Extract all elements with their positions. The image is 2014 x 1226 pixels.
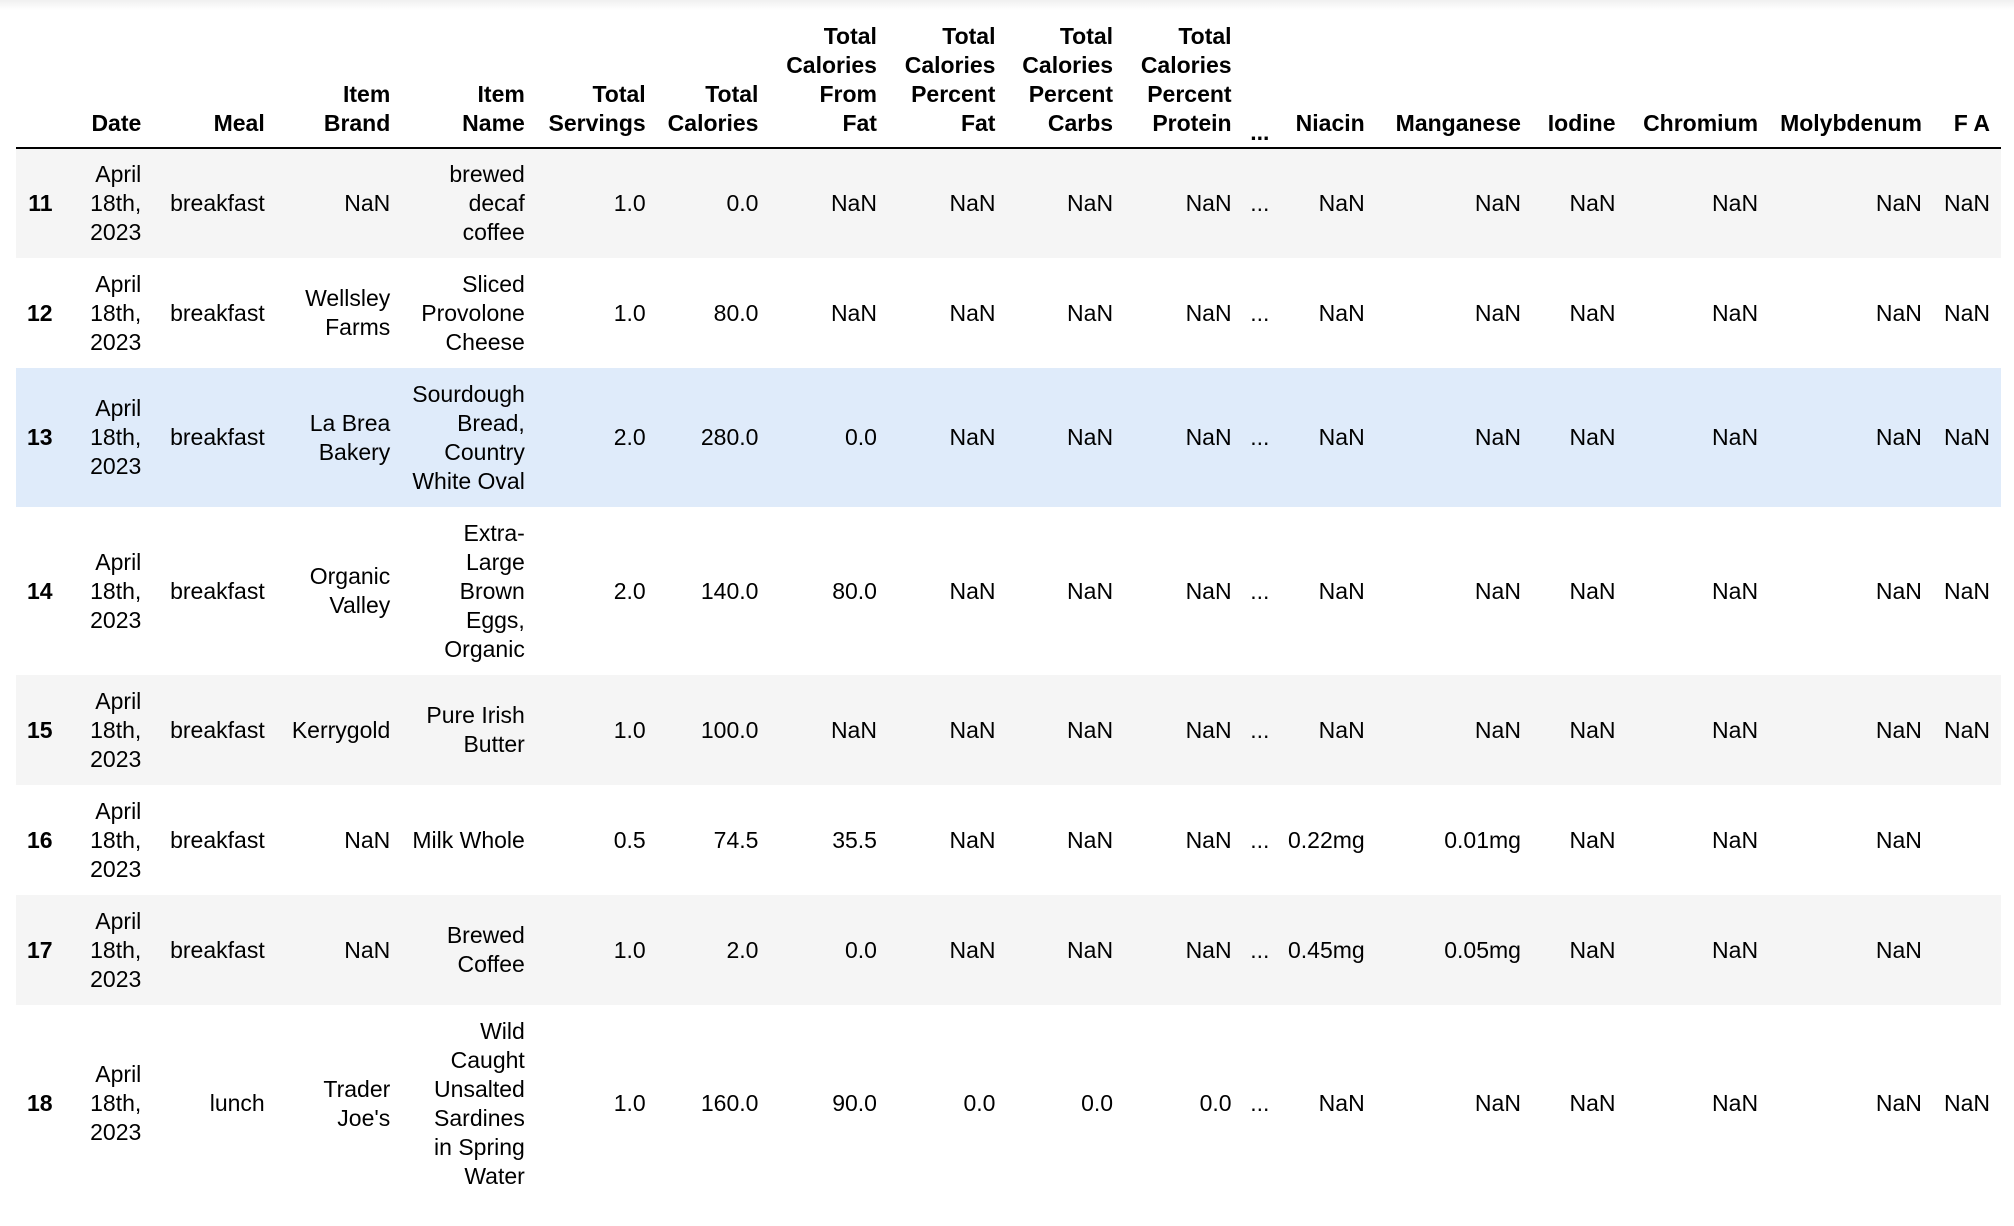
cell-niacin: NaN: [1318, 577, 1365, 604]
cell-chromium: NaN: [1712, 936, 1759, 963]
cell-molybdenum: NaN: [1875, 190, 1922, 216]
cell-ellipsis: ...: [1250, 424, 1270, 450]
cell-calories-from-fat: NaN: [830, 716, 877, 743]
cell-item-name: Extra-Large Brown Eggs, Organic: [444, 519, 525, 662]
cell-chromium: NaN: [1712, 1090, 1759, 1116]
dataframe-scroll-area[interactable]: [16, 0, 2001, 1226]
cell-ellipsis: ...: [1250, 826, 1270, 853]
cell-percent-fat: NaN: [949, 936, 996, 963]
cell-total-calories: 140.0: [700, 577, 759, 604]
cell-manganese: NaN: [1474, 299, 1521, 326]
cell-date: April 18th, 2023: [90, 907, 142, 992]
dataframe-table: [16, 22, 2001, 1202]
cell-niacin: 0.45mg: [1287, 936, 1365, 963]
cell-calories-from-fat: 0.0: [844, 424, 877, 450]
cell-niacin: 0.22mg: [1287, 826, 1365, 853]
cell-percent-protein: NaN: [1185, 424, 1232, 450]
table-row[interactable]: [16, 258, 2001, 368]
cell-item-brand: Wellsley Farms: [305, 285, 391, 340]
table-header: [16, 22, 2001, 148]
cell-meal: breakfast: [170, 716, 265, 743]
cell-manganese: NaN: [1474, 424, 1521, 450]
cell-percent-protein: NaN: [1185, 826, 1232, 853]
cell-calories-from-fat: 80.0: [832, 577, 877, 604]
cell-iodine: NaN: [1569, 577, 1616, 604]
cell-date: April 18th, 2023: [90, 270, 142, 355]
cell-chromium: NaN: [1712, 299, 1759, 326]
cell-item-name: Brewed Coffee: [446, 922, 525, 977]
cell-percent-fat: NaN: [949, 190, 996, 216]
cell-item-brand: NaN: [344, 190, 391, 216]
cell-molybdenum: NaN: [1875, 826, 1922, 853]
cell-ellipsis: ...: [1250, 190, 1270, 216]
cell-date: April 18th, 2023: [90, 161, 142, 245]
column-header-total-servings: Total Servings: [536, 22, 657, 148]
cell-total-calories: 74.5: [713, 826, 759, 853]
cell-truncated: [1933, 785, 2001, 895]
cell-ellipsis: ...: [1250, 577, 1270, 604]
cell-item-name: Pure Irish Butter: [426, 702, 525, 757]
cell-manganese: NaN: [1474, 190, 1521, 216]
cell-niacin: NaN: [1318, 424, 1365, 450]
cell-chromium: NaN: [1712, 190, 1759, 216]
cell-molybdenum: NaN: [1875, 1090, 1922, 1116]
cell-ellipsis: ...: [1250, 1090, 1270, 1116]
column-header-index: [16, 22, 64, 148]
cell-total-servings: 1.0: [613, 936, 646, 963]
cell-truncated: [1933, 895, 2001, 1005]
cell-percent-carbs: NaN: [1067, 424, 1114, 450]
cell-meal: breakfast: [170, 936, 265, 963]
cell-meal: breakfast: [170, 190, 265, 216]
cell-niacin: NaN: [1318, 190, 1365, 216]
column-header-item-name: Item Name: [401, 22, 536, 148]
cell-percent-carbs: NaN: [1067, 826, 1114, 853]
cell-percent-fat: NaN: [949, 299, 996, 326]
table-row[interactable]: [16, 895, 2001, 1005]
cell-item-name: Milk Whole: [412, 826, 525, 853]
cell-chromium: NaN: [1712, 577, 1759, 604]
column-header-item-brand: Item Brand: [276, 22, 402, 148]
column-header-total-calories: Total Calories: [657, 22, 770, 148]
cell-iodine: NaN: [1569, 716, 1616, 743]
row-index: 14: [27, 577, 53, 604]
cell-percent-carbs: NaN: [1067, 936, 1114, 963]
table-row[interactable]: [16, 785, 2001, 895]
cell-truncated: NaN: [1943, 716, 1990, 743]
table-row[interactable]: [16, 368, 2001, 507]
cell-calories-from-fat: NaN: [830, 299, 877, 326]
cell-ellipsis: ...: [1250, 299, 1270, 326]
cell-item-brand: NaN: [344, 936, 391, 963]
column-header-chromium: Chromium: [1627, 22, 1770, 148]
cell-molybdenum: NaN: [1875, 716, 1922, 743]
table-row[interactable]: [16, 507, 2001, 675]
cell-chromium: NaN: [1712, 716, 1759, 743]
cell-item-brand: Kerrygold: [291, 716, 391, 743]
cell-chromium: NaN: [1712, 826, 1759, 853]
cell-meal: lunch: [209, 1090, 265, 1116]
cell-molybdenum: NaN: [1875, 299, 1922, 326]
cell-iodine: NaN: [1569, 826, 1616, 853]
cell-item-name: brewed decaf coffee: [449, 161, 525, 245]
cell-iodine: NaN: [1569, 424, 1616, 450]
cell-iodine: NaN: [1569, 299, 1616, 326]
cell-percent-fat: NaN: [949, 424, 996, 450]
cell-meal: breakfast: [170, 826, 265, 853]
cell-percent-protein: NaN: [1185, 936, 1232, 963]
cell-total-servings: 2.0: [613, 424, 646, 450]
cell-meal: breakfast: [170, 577, 265, 604]
row-index: 18: [27, 1090, 53, 1116]
cell-calories-from-fat: NaN: [830, 190, 877, 216]
cell-percent-carbs: 0.0: [1081, 1090, 1114, 1116]
cell-total-servings: 1.0: [613, 299, 646, 326]
cell-percent-protein: NaN: [1185, 577, 1232, 604]
cell-manganese: NaN: [1474, 1090, 1521, 1116]
cell-total-calories: 0.0: [726, 190, 759, 216]
column-header-meal: Meal: [152, 22, 275, 148]
row-index: 12: [27, 299, 53, 326]
cell-date: April 18th, 2023: [90, 797, 142, 882]
cell-calories-from-fat: 35.5: [832, 826, 877, 853]
cell-total-servings: 1.0: [613, 1090, 646, 1116]
cell-manganese: NaN: [1474, 577, 1521, 604]
cell-percent-protein: NaN: [1185, 299, 1232, 326]
cell-manganese: 0.01mg: [1444, 826, 1521, 853]
column-header-niacin: Niacin: [1277, 22, 1376, 148]
cell-date: April 18th, 2023: [90, 687, 142, 772]
row-index: 16: [27, 826, 53, 853]
cell-percent-carbs: NaN: [1067, 190, 1114, 216]
cell-percent-protein: NaN: [1185, 190, 1232, 216]
row-index: 15: [27, 716, 53, 743]
cell-manganese: NaN: [1474, 716, 1521, 743]
cell-percent-fat: NaN: [949, 826, 996, 853]
cell-total-servings: 1.0: [613, 190, 646, 216]
cell-molybdenum: NaN: [1875, 424, 1922, 450]
cell-calories-from-fat: 90.0: [832, 1090, 877, 1116]
header-row: [16, 22, 2001, 148]
cell-total-servings: 2.0: [613, 577, 646, 604]
row-index: 13: [27, 424, 53, 450]
cell-ellipsis: ...: [1250, 716, 1270, 743]
column-header-percent-carbs: Total Calories Percent Carbs: [1006, 22, 1124, 148]
cell-niacin: NaN: [1318, 1090, 1365, 1116]
column-header-ellipsis: ...: [1243, 22, 1277, 148]
cell-total-servings: 1.0: [613, 716, 646, 743]
cell-iodine: NaN: [1569, 1090, 1616, 1116]
cell-total-calories: 2.0: [726, 936, 759, 963]
cell-percent-fat: 0.0: [963, 1090, 996, 1116]
column-header-truncated: F A: [1933, 22, 2001, 148]
cell-manganese: 0.05mg: [1444, 936, 1521, 963]
row-index: 11: [28, 190, 53, 216]
cell-date: April 18th, 2023: [90, 548, 142, 633]
cell-molybdenum: NaN: [1875, 577, 1922, 604]
column-header-percent-fat: Total Calories Percent Fat: [888, 22, 1007, 148]
cell-total-calories: 160.0: [700, 1090, 759, 1116]
cell-item-brand: Trader Joe's: [323, 1075, 391, 1131]
cell-total-calories: 100.0: [700, 716, 759, 743]
cell-item-name: Sliced Provolone Cheese: [421, 270, 525, 355]
cell-calories-from-fat: 0.0: [844, 936, 877, 963]
column-header-calories-from-fat: Total Calories From Fat: [769, 22, 888, 148]
cell-meal: breakfast: [170, 299, 265, 326]
cell-item-brand: La Brea Bakery: [309, 409, 391, 465]
cell-truncated: NaN: [1943, 577, 1990, 604]
cell-truncated: NaN: [1943, 424, 1990, 450]
cell-item-name: Wild Caught Unsalted Sardines in Spring Water: [434, 1017, 525, 1189]
cell-truncated: NaN: [1943, 190, 1990, 216]
cell-total-servings: 0.5: [613, 826, 646, 853]
cell-niacin: NaN: [1318, 716, 1365, 743]
table-row[interactable]: [16, 148, 2001, 258]
cell-total-calories: 80.0: [713, 299, 759, 326]
cell-truncated: NaN: [1943, 1090, 1990, 1116]
cell-ellipsis: ...: [1250, 936, 1270, 963]
column-header-manganese: Manganese: [1376, 22, 1532, 148]
cell-total-calories: 280.0: [700, 424, 759, 450]
cell-percent-fat: NaN: [949, 716, 996, 743]
column-header-percent-protein: Total Calories Percent Protein: [1124, 22, 1243, 148]
table-row[interactable]: [16, 1005, 2001, 1202]
cell-percent-protein: 0.0: [1199, 1090, 1232, 1116]
cell-meal: breakfast: [170, 424, 265, 450]
column-header-date: Date: [64, 22, 153, 148]
cell-date: April 18th, 2023: [90, 395, 142, 479]
cell-percent-carbs: NaN: [1067, 716, 1114, 743]
cell-iodine: NaN: [1569, 190, 1616, 216]
cell-molybdenum: NaN: [1875, 936, 1922, 963]
cell-niacin: NaN: [1318, 299, 1365, 326]
table-row[interactable]: [16, 675, 2001, 785]
cell-item-brand: NaN: [344, 826, 391, 853]
cell-percent-carbs: NaN: [1067, 577, 1114, 604]
cell-percent-fat: NaN: [949, 577, 996, 604]
column-header-iodine: Iodine: [1532, 22, 1627, 148]
cell-item-brand: Organic Valley: [309, 563, 391, 618]
cell-percent-carbs: NaN: [1067, 299, 1114, 326]
cell-item-name: Sourdough Bread, Country White Oval: [412, 380, 525, 494]
table-body: [16, 148, 2001, 1202]
row-index: 17: [27, 936, 53, 963]
cell-chromium: NaN: [1712, 424, 1759, 450]
cell-percent-protein: NaN: [1185, 716, 1232, 743]
cell-truncated: NaN: [1943, 299, 1990, 326]
cell-iodine: NaN: [1569, 936, 1616, 963]
column-header-molybdenum: Molybdenum: [1769, 22, 1933, 148]
cell-date: April 18th, 2023: [90, 1061, 142, 1145]
